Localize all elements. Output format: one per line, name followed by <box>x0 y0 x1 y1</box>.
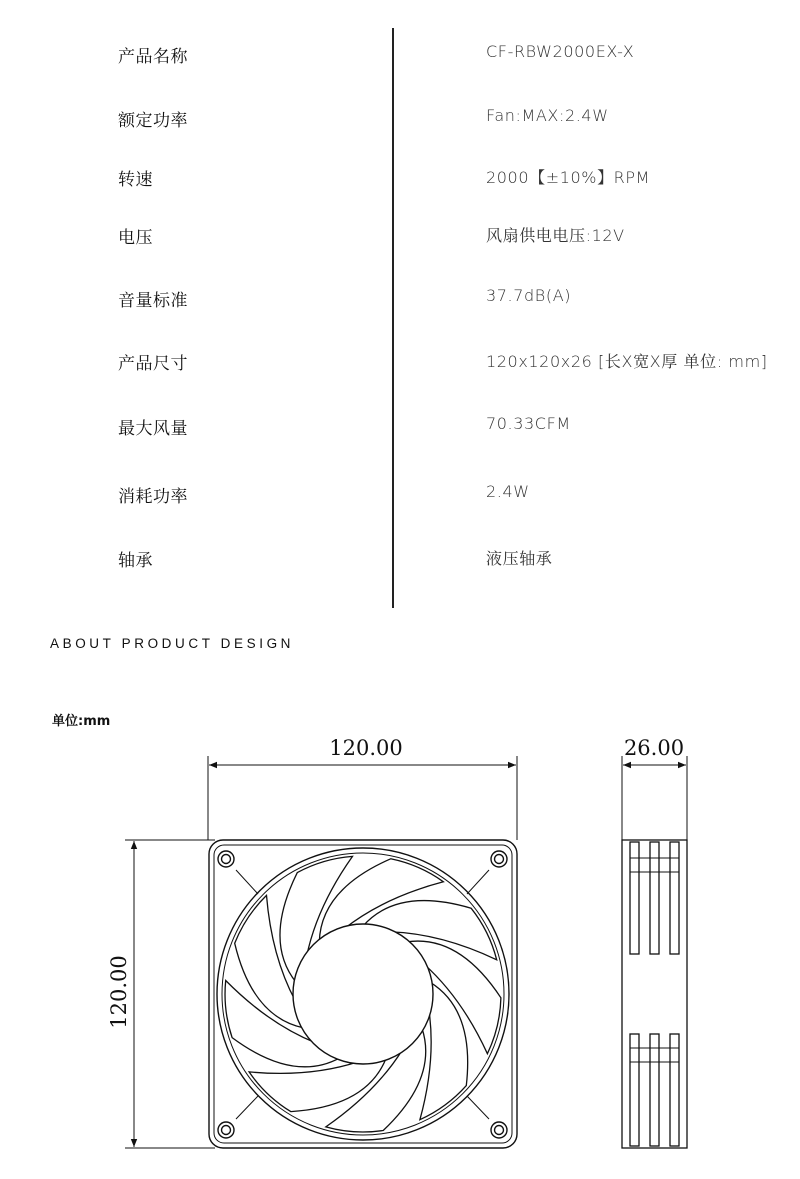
spec-row-bearing <box>0 536 800 576</box>
spec-label: 产品名称 <box>118 47 188 67</box>
height-dimension-label: 120.00 <box>107 955 131 1029</box>
spec-label: 轴承 <box>118 551 153 571</box>
spec-value: 风扇供电电压:12V <box>486 226 625 245</box>
spec-row-size <box>0 339 800 379</box>
thickness-dimension-label: 26.00 <box>623 736 685 760</box>
spec-value: 2.4W <box>486 482 530 501</box>
spec-row-product-name <box>0 32 800 72</box>
spec-label: 消耗功率 <box>118 487 188 507</box>
spec-row-consumption <box>0 472 800 512</box>
spec-row-speed <box>0 155 800 195</box>
spec-value: 37.7dB(A) <box>486 286 572 305</box>
width-dimension <box>208 736 517 840</box>
spec-label: 最大风量 <box>118 419 188 439</box>
side-frame <box>622 840 687 1148</box>
side-vents-top <box>630 842 679 954</box>
fan-side-view <box>622 840 687 1148</box>
spec-label: 转速 <box>118 170 153 190</box>
spec-label: 额定功率 <box>118 111 188 131</box>
spec-row-noise <box>0 276 800 316</box>
spec-value: 2000【±10%】RPM <box>486 168 651 187</box>
width-dimension-label: 120.00 <box>329 736 403 760</box>
section-heading: ABOUT PRODUCT DESIGN <box>50 636 295 651</box>
spec-row-airflow <box>0 404 800 444</box>
fan-front-view <box>209 840 517 1148</box>
spec-row-voltage <box>0 213 800 253</box>
spec-row-rated-power <box>0 96 800 136</box>
spec-label: 电压 <box>118 228 153 248</box>
fan-technical-drawing <box>0 700 800 1179</box>
spec-value: 120x120x26 [长X宽X厚 单位: mm] <box>486 352 768 371</box>
thickness-dimension <box>622 736 687 840</box>
spec-label: 音量标准 <box>118 291 188 311</box>
spec-value: CF-RBW2000EX-X <box>486 42 635 61</box>
side-vents-bottom <box>630 1034 679 1146</box>
spec-value: 70.33CFM <box>486 414 571 433</box>
height-dimension <box>107 840 215 1148</box>
fan-hub <box>293 924 433 1064</box>
spec-value: Fan:MAX:2.4W <box>486 106 609 125</box>
unit-label: 单位:mm <box>52 714 111 729</box>
spec-value: 液压轴承 <box>486 549 553 568</box>
spec-label: 产品尺寸 <box>118 354 188 374</box>
